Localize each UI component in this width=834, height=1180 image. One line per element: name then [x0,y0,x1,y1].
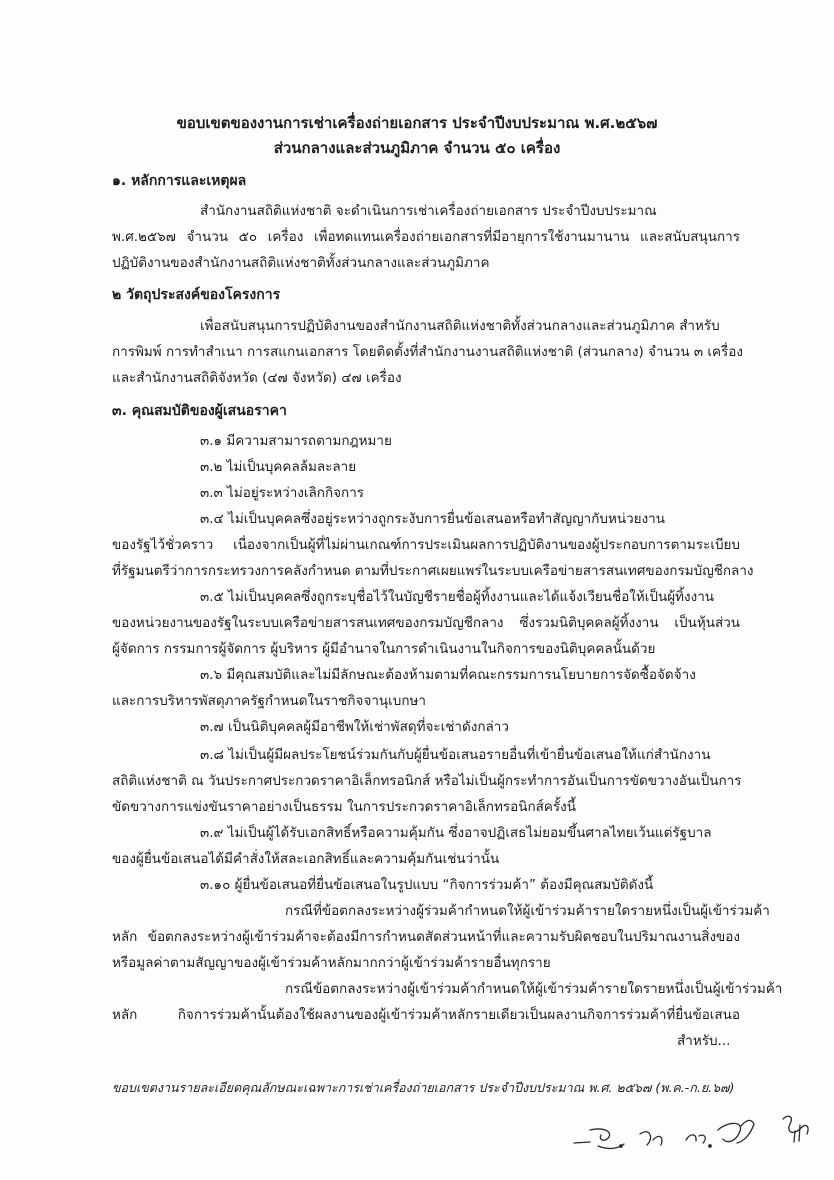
section-1-line: พ.ศ.๒๕๖๗ จำนวน ๕๐ เครื่อง เพื่อทดแทนเครื่องถ่ายเอกสารที่มีอายุการใช้งานมานาน และสนับสนุนการ [112,229,740,245]
qualification-item-line: ของรัฐไว้ชั่วคราว เนื่องจากเป็นผู้ที่ไม่ผ่านเกณฑ์การประเมินผลการปฏิบัติงานของผู้ประกอบการตามระเบียบ [112,537,740,553]
document-title-line-2: ส่วนกลางและส่วนภูมิภาค จำนวน ๕๐ เครื่อง [273,139,561,157]
qualification-item: ๓.๙ ไม่เป็นผู้ได้รับเอกสิทธิ์หรือความคุ้มกัน ซึ่งอาจปฏิเสธไม่ยอมขึ้นศาลไทยเว้นแต่รัฐบาล [200,825,712,841]
qualification-item-line: ผู้จัดการ กรรมการผู้จัดการ ผู้บริหาร ผู้มีอำนาจในการดำเนินงานในกิจการของนิติบุคคลนั้นด้วย [112,641,656,657]
section-2-heading: ๒ วัตถุประสงค์ของโครงการ [112,287,281,303]
joint-venture-case-line: หรือมูลค่าตามสัญญาของผู้เข้าร่วมค้าหลักมากกว่าผู้เข้าร่วมค้ารายอื่นทุกราย [112,955,551,971]
section-2-line: เพื่อสนับสนุนการปฏิบัติงานของสำนักงานสถิติแห่งชาติทั้งส่วนกลางและส่วนภูมิภาค สำหรับ [200,318,720,334]
section-2-line: และสำนักงานสถิติจังหวัด (๔๗ จังหวัด) ๔๗ เครื่อง [112,370,402,386]
document-title-line-1: ขอบเขตของงานการเช่าเครื่องถ่ายเอกสาร ประจำปีงบประมาณ พ.ศ.๒๕๖๗ [176,114,658,132]
section-1-line: ปฏิบัติงานของสำนักงานสถิติแห่งชาติทั้งส่วนกลางและส่วนภูมิภาค [112,255,490,271]
qualification-item-line: ที่รัฐมนตรีว่าการกระทรวงการคลังกำหนด ตามที่ประกาศเผยแพร่ในระบบเครือข่ายสารสนเทศของกรมบัญชีกลาง [112,563,754,579]
qualification-item: ๓.๖ มีคุณสมบัติและไม่มีลักษณะต้องห้ามตามที่คณะกรรมการนโยบายการจัดซื้อจัดจ้าง [200,667,696,683]
qualification-item-line: สถิติแห่งชาติ ณ วันประกาศประกวดราคาอิเล็กทรอนิกส์ หรือไม่เป็นผู้กระทำการอันเป็นการขัดขวางอันเป็นการ [112,773,742,789]
continued-marker: สำหรับ... [677,1033,731,1049]
joint-venture-case-line: หลัก กิจการร่วมค้านั้นต้องใช้ผลงานของผู้เข้าร่วมค้าหลักรายเดียวเป็นผลงานกิจการร่วมค้าที่ยื่นข้อเสนอ [112,1007,740,1023]
qualification-item-line: ขัดขวางการแข่งขันราคาอย่างเป็นธรรม ในการประกวดราคาอิเล็กทรอนิกส์ครั้งนี้ [112,799,576,815]
qualification-item: ๓.๓ ไม่อยู่ระหว่างเลิกกิจการ [200,485,365,501]
page-footer: ขอบเขตงานรายละเอียดคุณลักษณะเฉพาะการเช่าเครื่องถ่ายเอกสาร ประจำปีงบประมาณ พ.ศ. ๒๕๖๗ (พ.ค.-ก.ย.๖๗) [112,1080,735,1095]
qualification-item-line: และการบริหารพัสดุภาครัฐกำหนดในราชกิจจานุเบกษา [112,693,427,709]
section-1-heading: ๑. หลักการและเหตุผล [112,173,247,189]
section-2-line: การพิมพ์ การทำสำเนา การสแกนเอกสาร โดยติดตั้งที่สำนักงานงานสถิติแห่งชาติ (ส่วนกลาง) จำนวน ๓ เครื่อง [112,344,743,360]
joint-venture-case-2: กรณีข้อตกลงระหว่างผู้เข้าร่วมค้ากำหนดให้ผู้เข้าร่วมค้ารายใดรายหนึ่งเป็นผู้เข้าร่วมค้า [285,981,783,997]
qualification-item: ๓.๗ เป็นนิติบุคคลผู้มีอาชีพให้เช่าพัสดุที่จะเช่าดังกล่าว [200,719,509,735]
qualification-item: ๓.๘ ไม่เป็นผู้มีผลประโยชน์ร่วมกันกับผู้ยื่นข้อเสนอรายอื่นที่เข้ายื่นข้อเสนอให้แก่สำนักงาน [200,747,711,763]
qualification-item: ๓.๑ มีความสามารถตามกฎหมาย [200,433,392,449]
qualification-item-line: ของผู้ยื่นข้อเสนอได้มีคำสั่งให้สละเอกสิทธิ์และความคุ้มกันเช่นว่านั้น [112,851,500,867]
qualification-item: ๓.๕ ไม่เป็นบุคคลซึ่งถูกระบุชื่อไว้ในบัญชีรายชื่อผู้ทิ้งงานและได้แจ้งเวียนชื่อให้เป็นผู้ทิ้งงาน [200,589,715,605]
qualification-item: ๓.๔ ไม่เป็นบุคคลซึ่งอยู่ระหว่างถูกระงับการยื่นข้อเสนอหรือทำสัญญากับหน่วยงาน [200,511,665,527]
qualification-item: ๓.๒ ไม่เป็นบุคคลล้มละลาย [200,459,357,475]
qualification-item-line: ของหน่วยงานของรัฐในระบบเครือข่ายสารสนเทศของกรมบัญชีกลาง ซึ่งรวมนิติบุคคลผู้ทิ้งงาน เป็นหุ้นส่วน [112,615,740,631]
joint-venture-case-line: หลัก ข้อตกลงระหว่างผู้เข้าร่วมค้าจะต้องมีการกำหนดสัดส่วนหน้าที่และความรับผิดชอบในปริมาณงานสิ่งของ [112,929,740,945]
section-1-line: สำนักงานสถิติแห่งชาติ จะดำเนินการเช่าเครื่องถ่ายเอกสาร ประจำปีงบประมาณ [200,203,657,219]
section-3-heading: ๓. คุณสมบัติของผู้เสนอราคา [112,403,287,419]
joint-venture-case-1: กรณีที่ข้อตกลงระหว่างผู้ร่วมค้ากำหนดให้ผู้เข้าร่วมค้ารายใดรายหนึ่งเป็นผู้เข้าร่วมค้า [285,903,770,919]
qualification-item: ๓.๑๐ ผู้ยื่นข้อเสนอที่ยื่นข้อเสนอในรูปแบบ “กิจการร่วมค้า” ต้องมีคุณสมบัติดังนี้ [200,877,654,893]
